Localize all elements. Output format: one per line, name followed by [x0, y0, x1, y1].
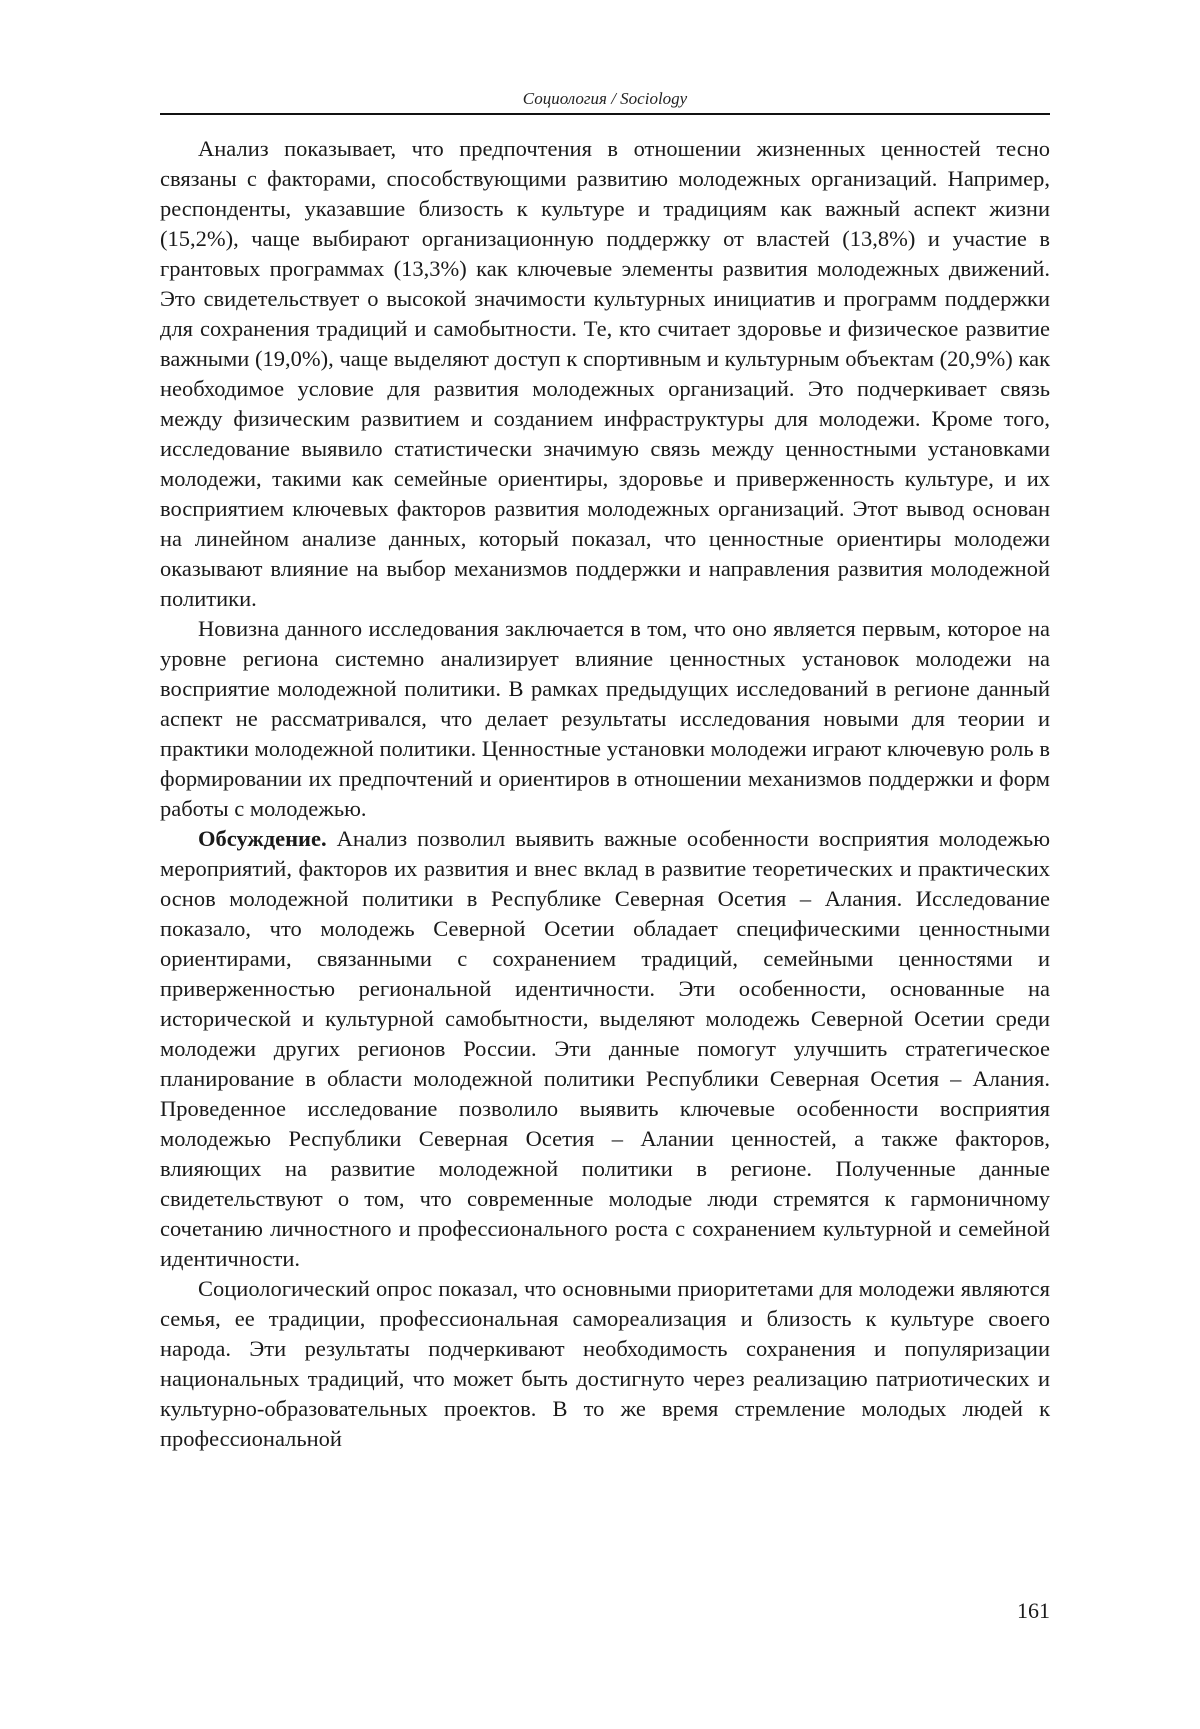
header-rule — [160, 113, 1050, 115]
paragraph-novelty — [160, 614, 1050, 824]
paragraph-text: Новизна данного исследования заключается в том, что оно является первым, которое на уровне региона системно анализирует влияние ценностных установок молодежи на восприятие молодежной политики. В рамках предыдущих исследований в регионе данный аспект не рассматривался, что делает результаты исследования новыми для теории и практики молодежной политики. Ценностные установки молодежи играют ключевую роль в формировании их предпочтений и ориентиров в отношении механизмов поддержки и форм работы с молодежью. — [160, 616, 1050, 821]
section-heading-discussion: Обсуждение. — [198, 826, 327, 851]
page-number: 161 — [1017, 1598, 1050, 1623]
paragraph-survey — [160, 1274, 1050, 1454]
paragraph-text: Анализ позволил выявить важные особенности восприятия молодежью мероприятий, факторов их развития и внес вклад в развитие теоретических и практических основ молодежной политики в Республике Северная Осетия – Алания. Исследование показало, что молодежь Северной Осетии обладает специфическими ценностными ориентирами, связанными с сохранением традиций, семейными ценностями и приверженностью региональной идентичности. Эти особенности, основанные на исторической и культурной самобытности, выделяют молодежь Северной Осетии среди молодежи других регионов России. Эти данные помогут улучшить стратегическое планирование в области молодежной политики Республики Северная Осетия – Алания. Проведенное исследование позволило выявить ключевые особенности восприятия молодежью Республики Северная Осетия – Алании ценностей, а также факторов, влияющих на развитие молодежной политики в регионе. Полученные данные свидетельствуют о том, что современные молодые люди стремятся к гармоничному сочетанию личностного и профессионального роста с сохранением культурной и семейной идентичности. — [160, 826, 1050, 1271]
paragraph-text: Социологический опрос показал, что основными приоритетами для молодежи являются семья, ее традиции, профессиональная самореализация и близость к культуре своего народа. Эти результаты подчеркивают необходимость сохранения и популяризации национальных традиций, что может быть достигнуто через реализацию патриотических и культурно-образовательных проектов. В то же время стремление молодых людей к профессиональной — [160, 1276, 1050, 1451]
paragraph-text: Анализ показывает, что предпочтения в отношении жизненных ценностей тесно связаны с факторами, способствующими развитию молодежных организаций. Например, респонденты, указавшие близость к культуре и традициям как важный аспект жизни (15,2%), чаще выбирают организационную поддержку от властей (13,8%) и участие в грантовых программах (13,3%) как ключевые элементы развития молодежных движений. Это свидетельствует о высокой значимости культурных инициатив и программ поддержки для сохранения традиций и самобытности. Те, кто считает здоровье и физическое развитие важными (19,0%), чаще выделяют доступ к спортивным и культурным объектам (20,9%) как необходимое условие для развития молодежных организаций. Это подчеркивает связь между физическим развитием и созданием инфраструктуры для молодежи. Кроме того, исследование выявило статистически значимую связь между ценностными установками молодежи, такими как семейные ориентиры, здоровье и приверженность культуре, и их восприятием ключевых факторов развития молодежных организаций. Этот вывод основан на линейном анализе данных, который показал, что ценностные ориентиры молодежи оказывают влияние на выбор механизмов поддержки и направления развития молодежной политики. — [160, 136, 1050, 611]
article-body — [160, 134, 1050, 1454]
running-header: Социология / Sociology — [522, 89, 688, 108]
paragraph-analysis — [160, 134, 1050, 614]
paragraph-discussion — [160, 824, 1050, 1274]
